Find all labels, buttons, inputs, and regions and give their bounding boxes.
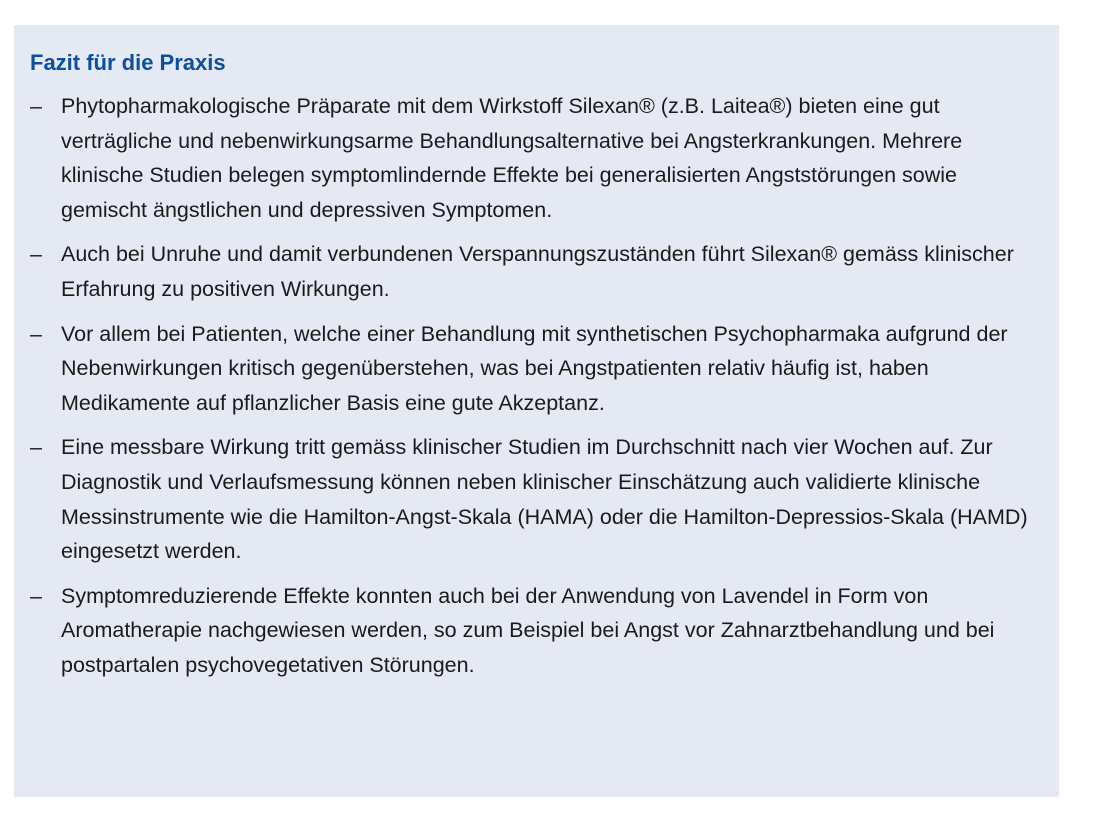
list-item-text: Vor allem bei Patienten, welche einer Behandlung mit synthetischen Psychopharmaka aufgrund der Nebenwirkungen kritisch gegenüberstehen, was bei Angstpatienten relativ häufig ist, haben Medikamente auf pflanzlicher Basis eine gute Akzeptanz. [61,321,1008,415]
list-item [30,317,1043,421]
list-item-text: Phytopharmakologische Präparate mit dem Wirkstoff Silexan® (z.B. Laitea®) bieten eine gut verträgliche und nebenwirkungsarme Behandlungsalternative bei Angsterkrankungen. Mehrere klinische Studien belegen symptomlindernde Effekte bei generalisierten Angststörungen sowie gemischt ängstlichen und depressiven Symptomen. [61,94,963,222]
list-item [30,579,1043,683]
list-item-text: Symptomreduzierende Effekte konnten auch bei der Anwendung von Lavendel in Form von Aromatherapie nachgewiesen werden, so zum Beispiel bei Angst vor Zahnarztbehandlung und bei postpartalen psychovegetativen Störungen. [61,583,995,677]
list-item-text: Auch bei Unruhe und damit verbundenen Verspannungszuständen führt Silexan® gemäss klinischer Erfahrung zu positiven Wirkungen. [61,242,1014,301]
summary-list [30,89,1043,683]
dash-bullet: – [30,242,42,267]
dash-bullet: – [30,435,42,460]
practice-summary-box [14,25,1059,797]
list-item [30,237,1043,306]
list-item-text: Eine messbare Wirkung tritt gemäss klinischer Studien im Durchschnitt nach vier Wochen auf. Zur Diagnostik und Verlaufsmessung können neben klinischer Einschätzung auch validierte klinische Messinstrumente wie die Hamilton-Angst-Skala (HAMA) oder die Hamilton-Depressios-Skala (HAMD) eingesetzt werden. [61,435,1028,564]
dash-bullet: – [30,321,42,346]
dash-bullet: – [30,583,42,608]
box-heading: Fazit für die Praxis [30,50,226,75]
list-item [30,89,1043,227]
dash-bullet: – [30,94,42,118]
list-item [30,430,1043,568]
